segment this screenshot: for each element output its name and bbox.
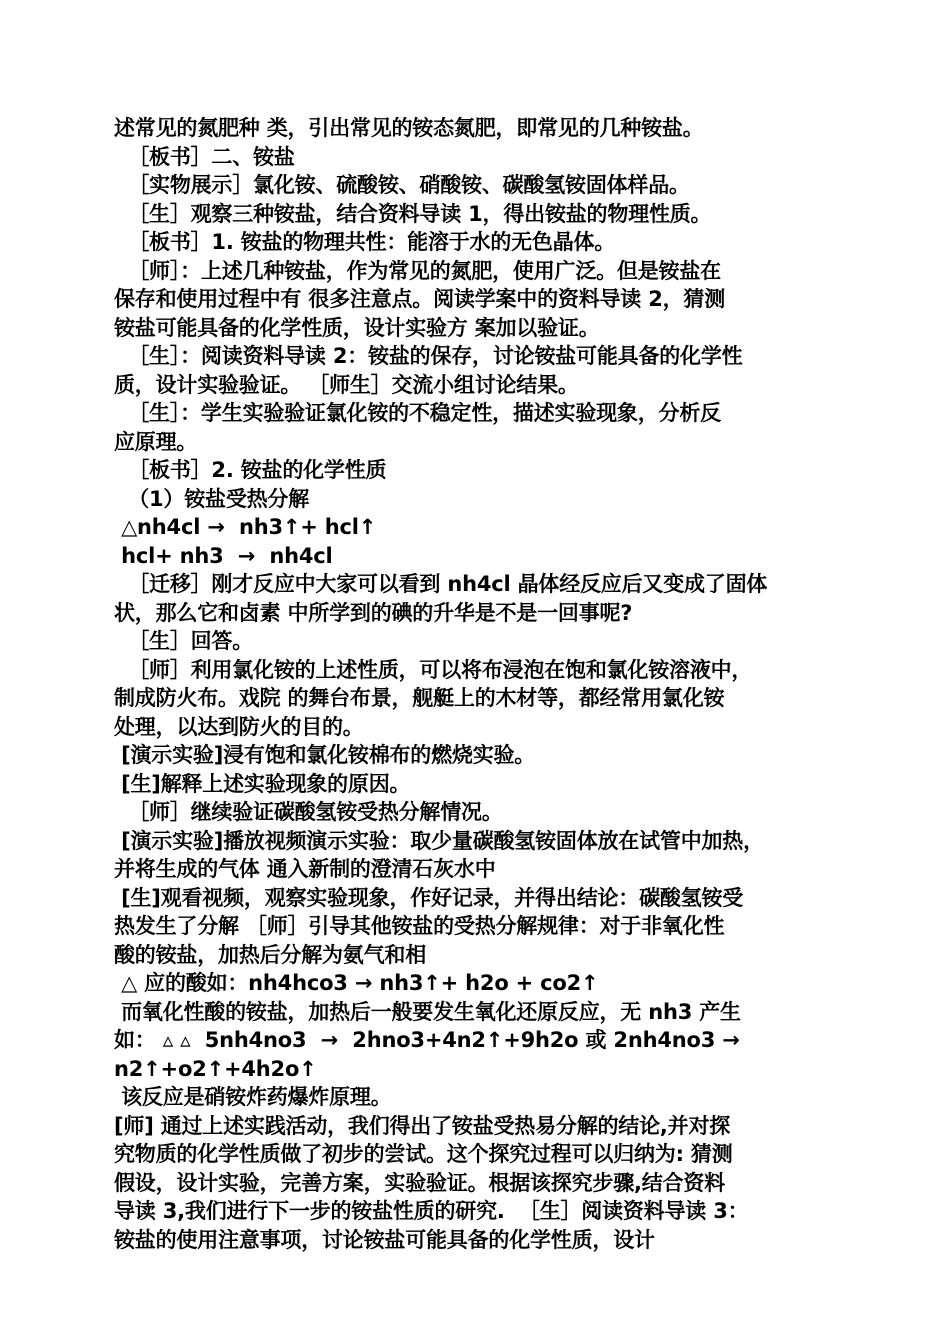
text-line: 保存和使用过程中有 很多注意点。阅读学案中的资料导读 2，猜测 <box>114 287 726 311</box>
text-line: ［实物展示］氯化铵、硫酸铵、硝酸铵、碳酸氢铵固体样品。 <box>114 173 690 197</box>
text-line: 质，设计实验验证。 ［师生］交流小组讨论结果。 <box>114 372 579 397</box>
text-line: 该反应是硝铵炸药爆炸原理。 <box>114 1085 392 1109</box>
equation-line: hcl+ nh3 → nh4cl <box>114 543 333 568</box>
text-line: ［板书］1. 铵盐的物理共性：能溶于水的无色晶体。 <box>114 230 616 254</box>
text-line: 导读 3,我们进行下一步的铵盐性质的研究. ［生］阅读资料导读 3： <box>114 1199 749 1223</box>
text-line: ［师］继续验证碳酸氢铵受热分解情况。 <box>114 800 503 824</box>
text-line: 述常见的氮肥种 类，引出常见的铵态氮肥，即常见的几种铵盐。 <box>114 116 704 140</box>
text-line: ［生］：阅读资料导读 2：铵盐的保存，讨论铵盐可能具备的化学性 <box>114 344 743 368</box>
text-line: ［板书］2. 铵盐的化学性质 <box>114 458 387 482</box>
text-line: 处理，以达到防火的目的。 <box>114 714 364 739</box>
text-line: [生]解释上述实验现象的原因。 <box>114 771 411 796</box>
equation-line: △ 应的酸如：nh4hco3 → nh3↑+ h2o + co2↑ <box>114 971 599 995</box>
text-line: ［生］回答。 <box>114 629 254 653</box>
text-line: ［师］利用氯化铵的上述性质，可以将布浸泡在饱和氯化铵溶液中， <box>114 657 753 682</box>
text-line: [师] 通过上述实践活动，我们得出了铵盐受热易分解的结论,并对探 <box>114 1113 731 1138</box>
text-line: [演示实验]浸有饱和氯化铵棉布的燃烧实验。 <box>114 743 536 767</box>
text-line: ［生］：学生实验验证氯化铵的不稳定性，描述实验现象，分析反 <box>114 401 721 425</box>
text-line: 铵盐的使用注意事项，讨论铵盐可能具备的化学性质，设计 <box>114 1227 655 1252</box>
text-line: （1）铵盐受热分解 <box>114 486 310 511</box>
document-body <box>114 114 844 1254</box>
text-line: ［板书］二、铵盐 <box>114 144 295 169</box>
text-line: 状，那么它和卤素 中所学到的碘的升华是不是一回事呢? <box>114 600 633 625</box>
text-line: [演示实验]播放视频演示实验：取少量碳酸氢铵固体放在试管中加热， <box>114 828 764 853</box>
text-line: 而氧化性酸的铵盐，加热后一般要发生氧化还原反应，无 nh3 产生 <box>114 999 741 1024</box>
text-line: 并将生成的气体 通入新制的澄清石灰水中 <box>114 857 496 881</box>
equation-line: △nh4cl → nh3↑+ hcl↑ <box>114 515 377 539</box>
text-line: 酸的铵盐，加热后分解为氨气和相 <box>114 942 426 967</box>
text-line: [生]观看视频，观察实验现象，作好记录，并得出结论：碳酸氢铵受 <box>114 885 744 910</box>
text-line: 铵盐可能具备的化学性质，设计实验方 案加以验证。 <box>114 315 600 340</box>
text-line: 应原理。 <box>114 429 198 454</box>
equation-line: n2↑+o2↑+4h2o↑ <box>114 1056 317 1081</box>
text-line: ［师］：上述几种铵盐，作为常见的氮肥，使用广泛。但是铵盐在 <box>114 258 721 283</box>
equation-line: 如： ▵ ▵ 5nh4no3 → 2hno3+4n2↑+9h2o 或 2nh4no3 → <box>114 1028 740 1052</box>
text-line: 制成防火布。戏院 的舞台布景，舰艇上的木材等，都经常用氯化铵 <box>114 686 725 710</box>
text-line: 究物质的化学性质做了初步的尝试。这个探究过程可以归纳为: 猜测 <box>114 1142 733 1166</box>
text-line: ［生］观察三种铵盐，结合资料导读 1，得出铵盐的物理性质。 <box>114 201 712 226</box>
text-line: ［迁移］刚才反应中大家可以看到 nh4cl 晶体经反应后又变成了固体 <box>114 572 768 596</box>
text-line: 热发生了分解 ［师］引导其他铵盐的受热分解规律：对于非氧化性 <box>114 914 725 938</box>
text-line: 假设，设计实验，完善方案，实验验证。根据该探究步骤,结合资料 <box>114 1170 725 1195</box>
